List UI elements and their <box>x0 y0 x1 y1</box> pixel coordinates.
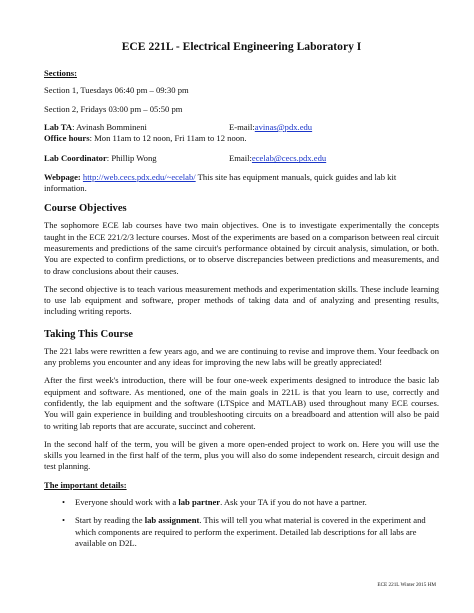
document-body <box>44 40 439 556</box>
office-hours-line <box>44 133 439 144</box>
bullet-icon: • <box>62 515 66 526</box>
objectives-paragraph-1: The sophomore ECE lab courses have two main objectives. One is to investigate experimentally the concepts taught in the ECE 221/2/3 lecture courses. Most of the experiments are based on a comparison between real circuit measurements and predictions of the same circuit's performance obtained by circuit analysis, simulation, or both. You are expected to confirm predictions, or to observe discrepancies between predictions and measurements, and to draw conclusions about their causes. <box>44 220 439 276</box>
detail-2-bold: lab assignment <box>144 515 200 526</box>
sections-heading: Sections: <box>44 68 77 78</box>
coordinator-name-group <box>44 153 229 164</box>
coordinator-name: : Phillip Wong <box>106 153 157 164</box>
webpage-note: This site has equipment manuals, quick guides and lab kit information. <box>44 171 397 194</box>
office-hours-value: : Mon 11am to 12 noon, Fri 11am to 12 noon. <box>89 133 247 144</box>
webpage-line <box>44 172 439 195</box>
lab-ta-line <box>44 122 439 133</box>
coordinator-email-label: Email: <box>229 153 252 164</box>
details-list <box>44 497 439 549</box>
taking-course-heading: Taking This Course <box>44 328 133 340</box>
lab-ta-name-group <box>44 122 229 133</box>
section-1-schedule: Section 1, Tuesdays 06:40 pm – 09:30 pm <box>44 85 189 96</box>
section-2-schedule: Section 2, Fridays 03:00 pm – 05:50 pm <box>44 103 183 114</box>
detail-2-post: . This will tell you what material is covered in the experiment and which components are required to perform the experiment. Detailed lab descriptions for all labs are available on D2L. <box>75 515 426 548</box>
detail-2-pre: Start by reading the <box>75 515 145 526</box>
course-objectives-heading: Course Objectives <box>44 203 127 215</box>
important-details-heading: The important details: <box>44 479 127 490</box>
lab-ta-name: : Avinash Bommineni <box>72 121 147 132</box>
bullet-icon: • <box>62 497 66 508</box>
lab-ta-email-link[interactable]: avinas@pdx.edu <box>254 121 313 132</box>
taking-paragraph-2: After the first week's introduction, there will be four one-week experiments designed to introduce the basic lab equipment and software. As mentioned, one of the main goals in 221L is that you learn to use, correctly and confidently, the lab equipment and the software (LTSpice and MATLAB) used throughout many ECE courses. You will gain experience in building and troubleshooting circuits on a breadboard and attention will also be paid to writing lab reports that are accurate, succinct and coherent. <box>44 375 439 431</box>
taking-paragraph-1: The 221 labs were rewritten a few years ago, and we are continuing to revise and improve them. Your feedback on any problems you encounter and any ideas for improving the new labs will be greatly appreciated! <box>44 345 439 368</box>
detail-1-post: . Ask your TA if you do not have a partner. <box>220 497 367 508</box>
coordinator-email-link[interactable]: ecelab@cecs.pdx.edu <box>251 153 327 164</box>
detail-1-pre: Everyone should work with a <box>75 497 179 508</box>
office-hours-label: Office hours <box>44 133 90 144</box>
lab-ta-email-label: E-mail: <box>229 121 255 132</box>
taking-paragraph-3: In the second half of the term, you will be given a more open-ended project to work on. Here you will use the skills you learned in the first half of the term, plus you will also do some independent research, circuit design and test planning. <box>44 438 439 472</box>
webpage-link[interactable]: http://web.cecs.pdx.edu/~ecelab/ <box>82 171 196 182</box>
coordinator-label: Lab Coordinator <box>44 153 107 164</box>
page-title: ECE 221L - Electrical Engineering Laboratory I <box>121 40 362 53</box>
detail-1-bold: lab partner <box>178 497 221 508</box>
page-footer: ECE 221L Winter 2015 HM <box>377 582 436 588</box>
list-item <box>64 497 439 508</box>
webpage-label: Webpage: <box>44 171 81 182</box>
objectives-paragraph-2: The second objective is to teach various measurement methods and experimentation skills. These include learning to use lab equipment and software, proper methods of taking data and of analyzing and presenting results, including writing reports. <box>44 283 439 317</box>
lab-ta-label: Lab TA <box>44 121 73 132</box>
list-item <box>64 515 439 549</box>
coordinator-line <box>44 153 439 164</box>
